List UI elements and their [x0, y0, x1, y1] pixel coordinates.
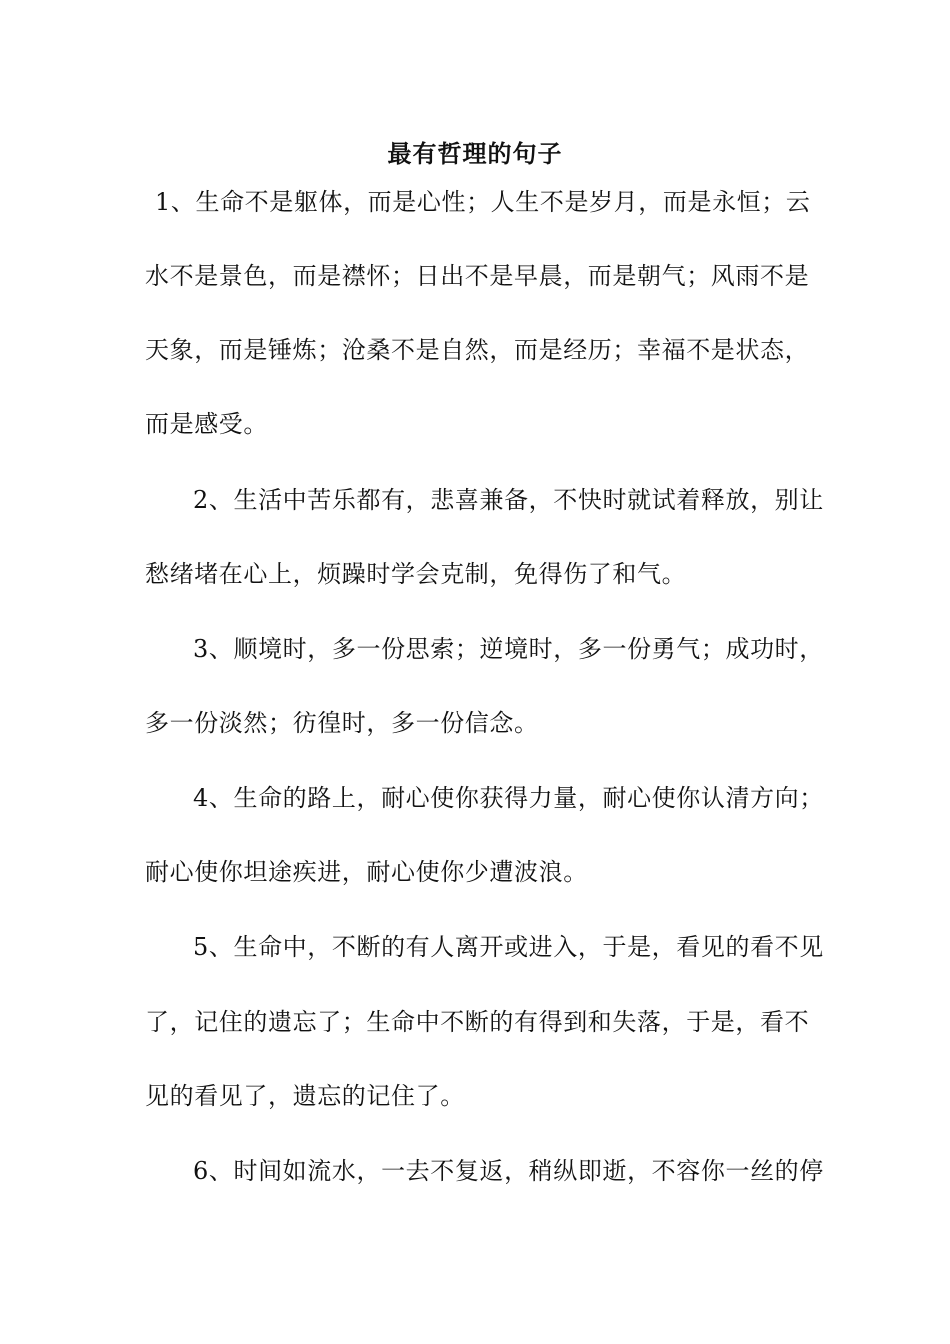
- paragraph-line: 见的看见了，遗忘的记住了。: [145, 1082, 465, 1110]
- paragraph-line: 水不是景色，而是襟怀；日出不是早晨，而是朝气；风雨不是: [145, 262, 810, 290]
- paragraph-line: 愁绪堵在心上，烦躁时学会克制，免得伤了和气。: [145, 560, 687, 588]
- paragraph-line: 多一份淡然；彷徨时，多一份信念。: [145, 709, 539, 737]
- paragraph-line: 天象，而是锤炼；沧桑不是自然，而是经历；幸福不是状态，: [145, 336, 810, 364]
- paragraph-line: 4、生命的路上，耐心使你获得力量，耐心使你认清方向；: [193, 784, 824, 812]
- paragraph-line: 了，记住的遗忘了；生命中不断的有得到和失落，于是，看不: [145, 1008, 810, 1036]
- paragraph-line: 2、生活中苦乐都有，悲喜兼备，不快时就试着释放，别让: [193, 486, 824, 514]
- paragraph-line: 而是感受。: [145, 410, 268, 438]
- paragraph-line: 3、顺境时，多一份思索；逆境时，多一份勇气；成功时，: [193, 635, 824, 663]
- paragraph-line: 6、时间如流水，一去不复返，稍纵即逝，不容你一丝的停: [193, 1157, 824, 1185]
- document-title: 最有哲理的句子: [387, 139, 563, 168]
- paragraph-line: 1、生命不是躯体，而是心性；人生不是岁月，而是永恒；云: [155, 188, 811, 216]
- paragraph-line: 耐心使你坦途疾进，耐心使你少遭波浪。: [145, 858, 588, 886]
- paragraph-line: 5、生命中，不断的有人离开或进入，于是，看见的看不见: [193, 933, 824, 961]
